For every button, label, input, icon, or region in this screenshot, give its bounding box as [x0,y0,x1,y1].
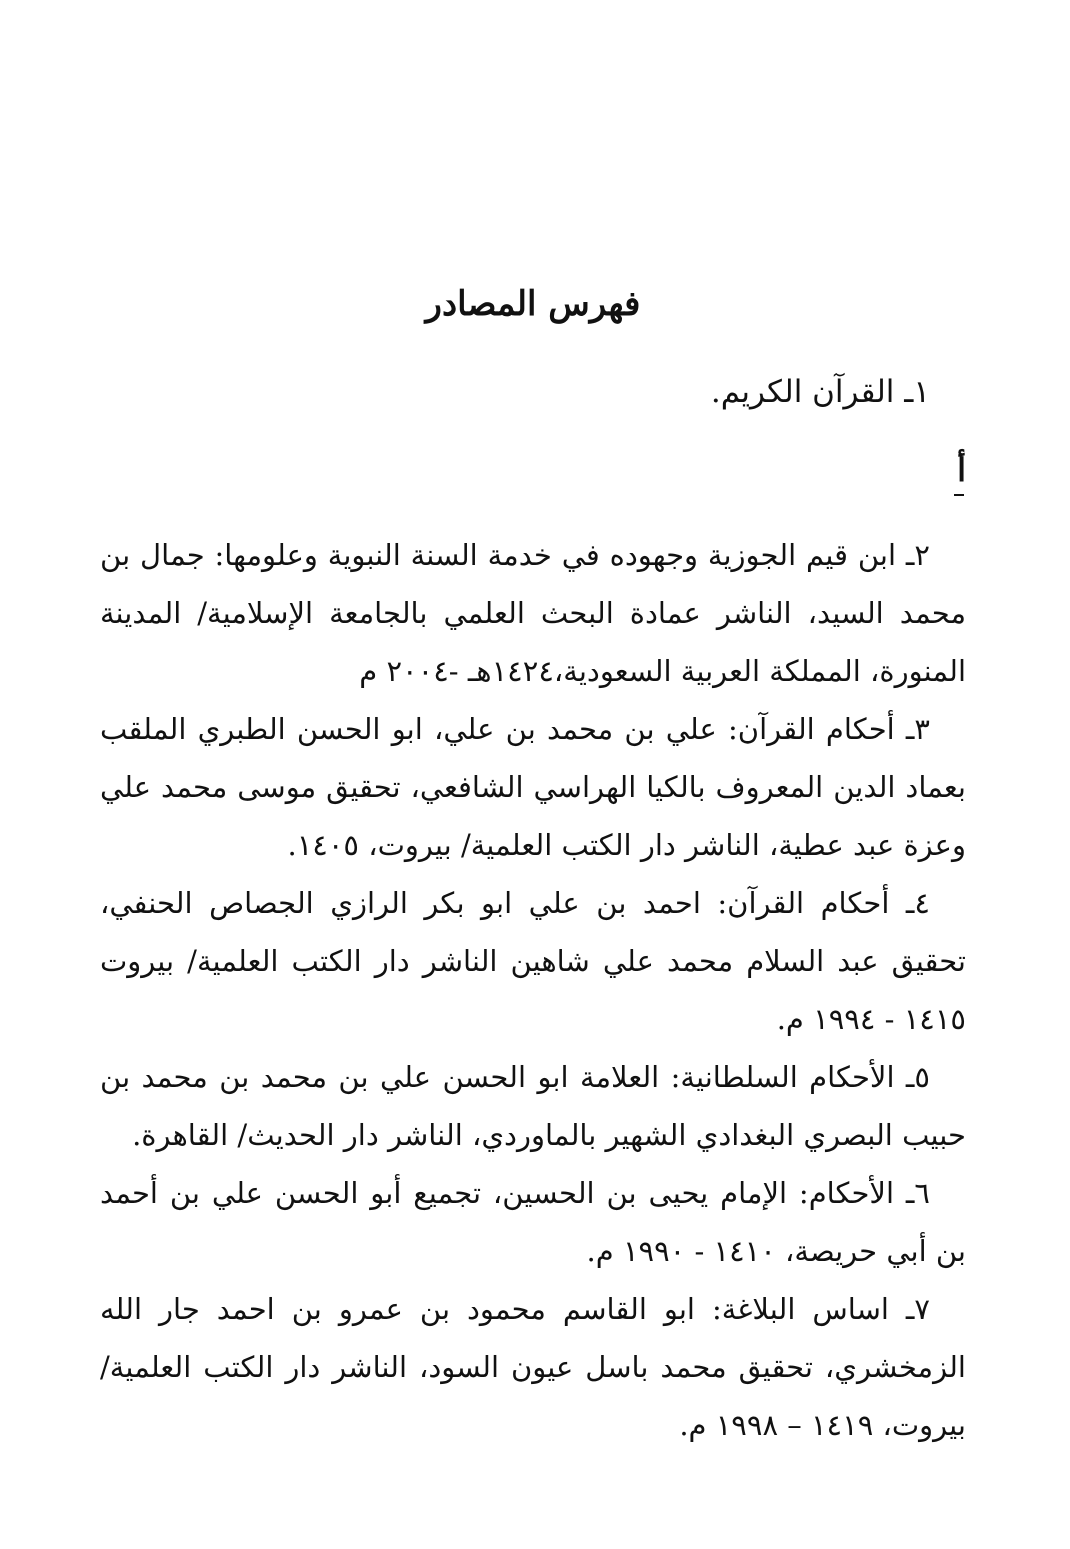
source-entries-list [100,526,966,1454]
section-letter-underline [954,494,964,496]
section-letter-heading: أ [957,451,966,489]
source-entry: ٥ـ الأحكام السلطانية: العلامة ابو الحسن علي بن محمد بن محمد بن حبيب البصري البغدادي الشهير بالماوردي، الناشر دار الحديث/ القاهرة. [100,1060,966,1152]
source-entry: ٤ـ أحكام القرآن: احمد بن علي ابو بكر الرازي الجصاص الحنفي، تحقيق عبد السلام محمد علي شاهين الناشر دار الكتب العلمية/ بيروت ١٤١٥ - ١٩٩٤ م. [100,886,966,1036]
source-entry: ٦ـ الأحكام: الإمام يحيى بن الحسين، تجميع أبو الحسن علي بن أحمد بن أبي حريصة، ١٤١٠ - ١٩٩٠ م. [100,1176,966,1268]
source-entry-quran: ١ـ القرآن الكريم. [710,374,930,410]
source-entry: ٣ـ أحكام القرآن: علي بن محمد بن علي، ابو الحسن الطبري الملقب بعماد الدين المعروف بالكيا الهراسي الشافعي، تحقيق موسى محمد علي وعزة عبد عطية، الناشر دار الكتب العلمية/ بيروت، ١٤٠٥. [100,712,966,862]
document-page [100,0,966,1549]
source-entry: ٧ـ اساس البلاغة: ابو القاسم محمود بن عمرو بن احمد جار الله الزمخشري، تحقيق محمد باسل عيون السود، الناشر دار الكتب العلمية/ بيروت، ١٤١٩ – ١٩٩٨ م. [100,1292,966,1442]
page-title: فهرس المصادر [425,284,641,324]
source-entry: ٢ـ ابن قيم الجوزية وجهوده في خدمة السنة النبوية وعلومها: جمال بن محمد السيد، الناشر عمادة البحث العلمي بالجامعة الإسلامية/ المدينة المنورة، المملكة العربية السعودية،١٤٢٤هـ -٢٠٠٤ م [100,538,966,688]
